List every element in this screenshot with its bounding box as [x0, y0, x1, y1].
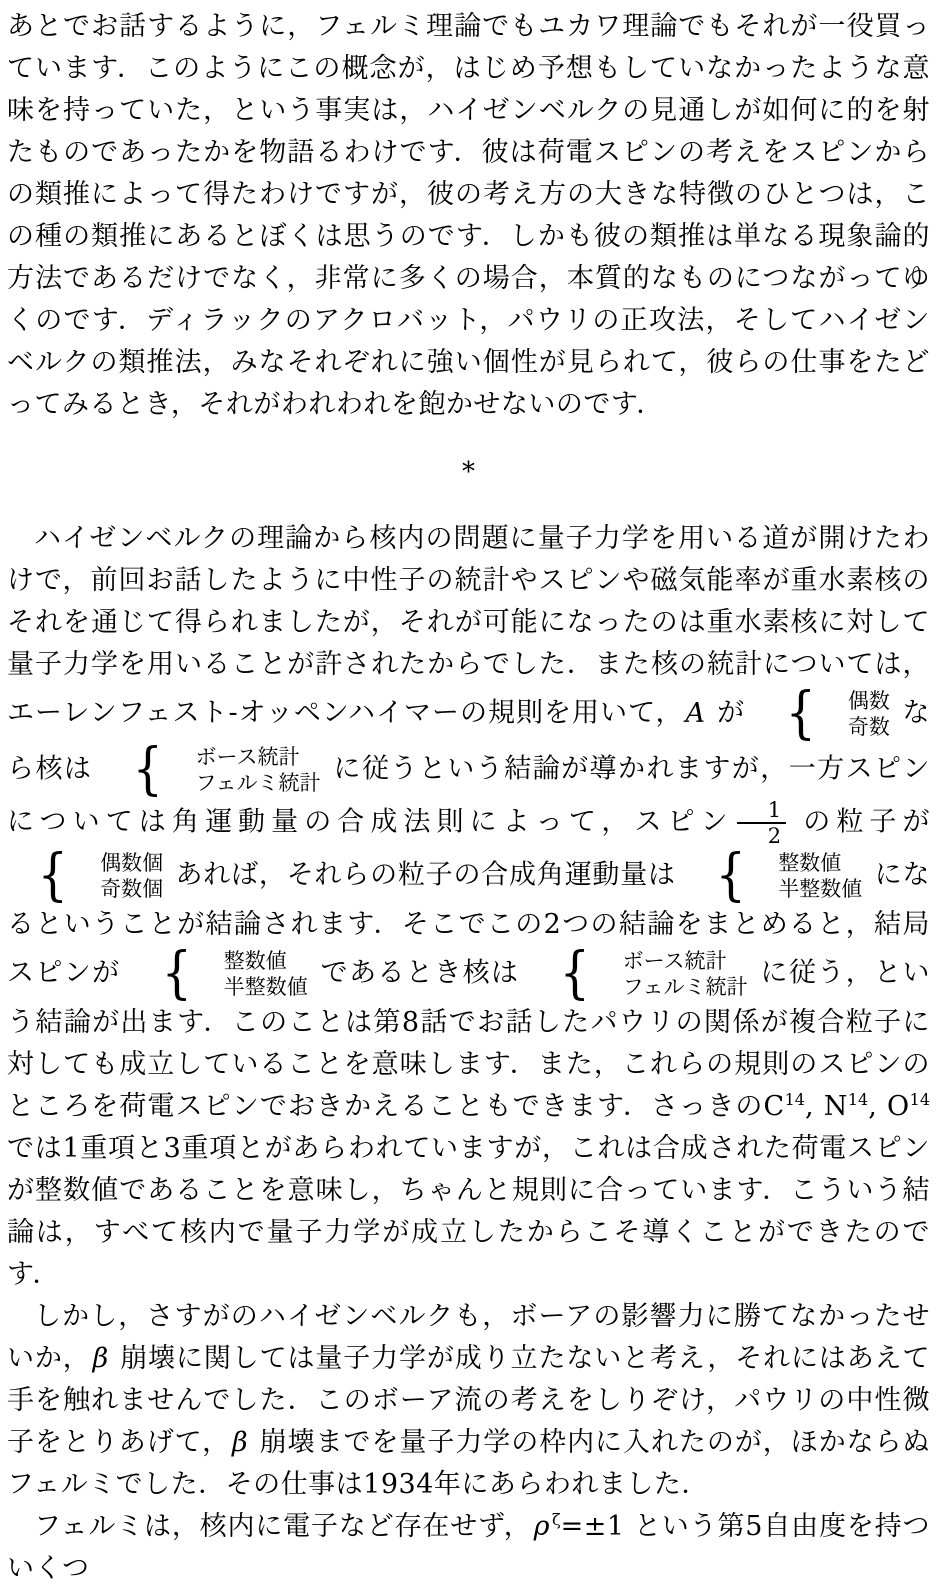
math-symbol: A [685, 697, 706, 729]
brace-option-bottom: 奇数個 [100, 877, 164, 902]
superscript: 14 [847, 1090, 869, 1110]
brace-options [596, 948, 748, 1000]
brace-option-top: ボース統計 [195, 745, 300, 769]
superscript: 14 [784, 1090, 805, 1110]
paragraph-3: ハイゼンベルクの理論から核内の問題に量子力学を用いる道が開けたわけで，前回お話したように中性子の統計やスピンや磁気能率が重水素核のそれを通じて得られましたが，それが可能になったのは重水素核に対して量子力学を用いることが許されたからでした．また核の統計については，エーレンフェスト-オッペンハイマーの規則を用いて，A が { 偶数 奇数 なら核は { ボース統計 フェルミ統計 に従うという結論が導かれますが，一方スピンについては角運動量の合成法則によって，スピン $\frac{1}{2}$ の粒子が { 偶数個 奇数個 あれば，それらの粒子の合成角運動量は { 整数値 半整数値 になるということが結論されます．そこでこの2つの結論をまとめると，結局スピンが { 整数値 半整数値 であるとき核は { ボース統計 フェルミ統計 に従う，という結論が出ます．このことは第8話でお話したパウリの関係が複合粒子に対しても成立していることを意味します．また，これらの規則のスピンのところを荷電スピンでおきかえることもできます．さっきの$C^{14}$, $N^{14}$, $O^{14}$ では1重項と3重項とがあらわれていますが，これは合成された荷電スピンが整数値であることを意味し，ちゃんと規則に合っています．こういう結論は，すべて核内で量子力学が成立したからこそ導くことができたのです． [7, 523, 931, 1291]
fraction-denominator: 2 [737, 822, 786, 848]
brace-case-expression [688, 843, 863, 909]
left-brace-icon: { [715, 843, 747, 909]
brace-options [821, 688, 890, 740]
brace-case-expression [134, 941, 308, 1007]
brace-options [197, 948, 308, 1000]
symbol-base: O [887, 1091, 910, 1123]
brace-option-bottom: 奇数 [847, 715, 890, 739]
fraction-numerator: 1 [767, 798, 782, 822]
brace-options [751, 850, 862, 902]
left-brace-icon: { [161, 941, 192, 1007]
brace-option-top: 偶数 [847, 689, 890, 713]
brace-case-expression [10, 843, 164, 909]
paragraph-4: しかし，さすがのハイゼンベルクも，ボーアの影響力に勝てなかったせいか，β 崩壊に関しては量子力学が成り立たないと考え，それにはあえて手を触れませんでした．このボーア流の考えをしりぞけ，パウリの中性微子をとりあげて，β 崩壊までを量子力学の枠内に入れたのが，ほかならぬフェルミでした．その仕事は1934年にあらわれました． [7, 1301, 931, 1501]
brace-option-top: 偶数個 [100, 851, 164, 876]
symbol-with-superscript [887, 1091, 930, 1122]
brace-option-bottom: フェルミ統計 [622, 975, 748, 1000]
left-brace-icon: { [785, 681, 817, 746]
left-brace-icon: { [133, 737, 164, 802]
symbol-with-superscript [763, 1091, 805, 1122]
paragraph-5: フェルミは，核内に電子など存在せず，ρ $^\zeta$=±1 という第5自由度を持ついくつ [7, 1510, 930, 1585]
symbol-base: C [763, 1091, 785, 1123]
left-brace-icon: { [37, 843, 69, 909]
fraction [737, 798, 786, 848]
brace-option-top: ボース統計 [622, 949, 727, 974]
brace-option-bottom: 半整数値 [778, 877, 863, 902]
paragraph-1: あとでお話するように，フェルミ理論でもユカワ理論でもそれが一役買っています．このようにこの概念が，はじめ予想もしていなかったような意味を持っていた，という事実は，ハイゼンベルクの見通しが如何に的を射たものであったかを物語るわけです．彼は荷電スピンの考えをスピンからの類推によって得たわけですが，彼の考え方の大きな特徴のひとつは，この種の類推にあるとぼくは思うのです．しかも彼の類推は単なる現象論的方法であるだけでなく，非常に多くの場合，本質的なものにつながってゆくのです．ディラックのアクロバット，パウリの正攻法，そしてハイゼンベルクの類推法，みなそれぞれに強い個性が見られて，彼らの仕事をたどってみるとき，それがわれわれを飽かせないのです． [7, 11, 930, 420]
symbol-base: N [823, 1091, 848, 1123]
symbol-with-superscript [824, 1091, 868, 1122]
superscript: ζ [551, 1510, 561, 1530]
math-symbol: β [92, 1343, 109, 1375]
section-separator: * [462, 457, 475, 487]
brace-case-expression [532, 941, 748, 1007]
left-brace-icon: { [560, 941, 591, 1007]
document-body [7, 6, 930, 1590]
brace-options [169, 744, 321, 796]
brace-option-bottom: フェルミ統計 [195, 771, 321, 795]
brace-option-top: 整数値 [778, 851, 842, 876]
superscript: 14 [909, 1090, 930, 1110]
brace-option-bottom: 半整数値 [223, 975, 308, 1000]
brace-case-expression [758, 681, 890, 746]
symbol-base: ρ [533, 1511, 550, 1543]
symbol-with-superscript [532, 1511, 561, 1542]
brace-case-expression [105, 737, 321, 802]
brace-option-top: 整数値 [223, 949, 287, 974]
math-symbol: β [232, 1427, 249, 1459]
brace-options [73, 850, 163, 902]
